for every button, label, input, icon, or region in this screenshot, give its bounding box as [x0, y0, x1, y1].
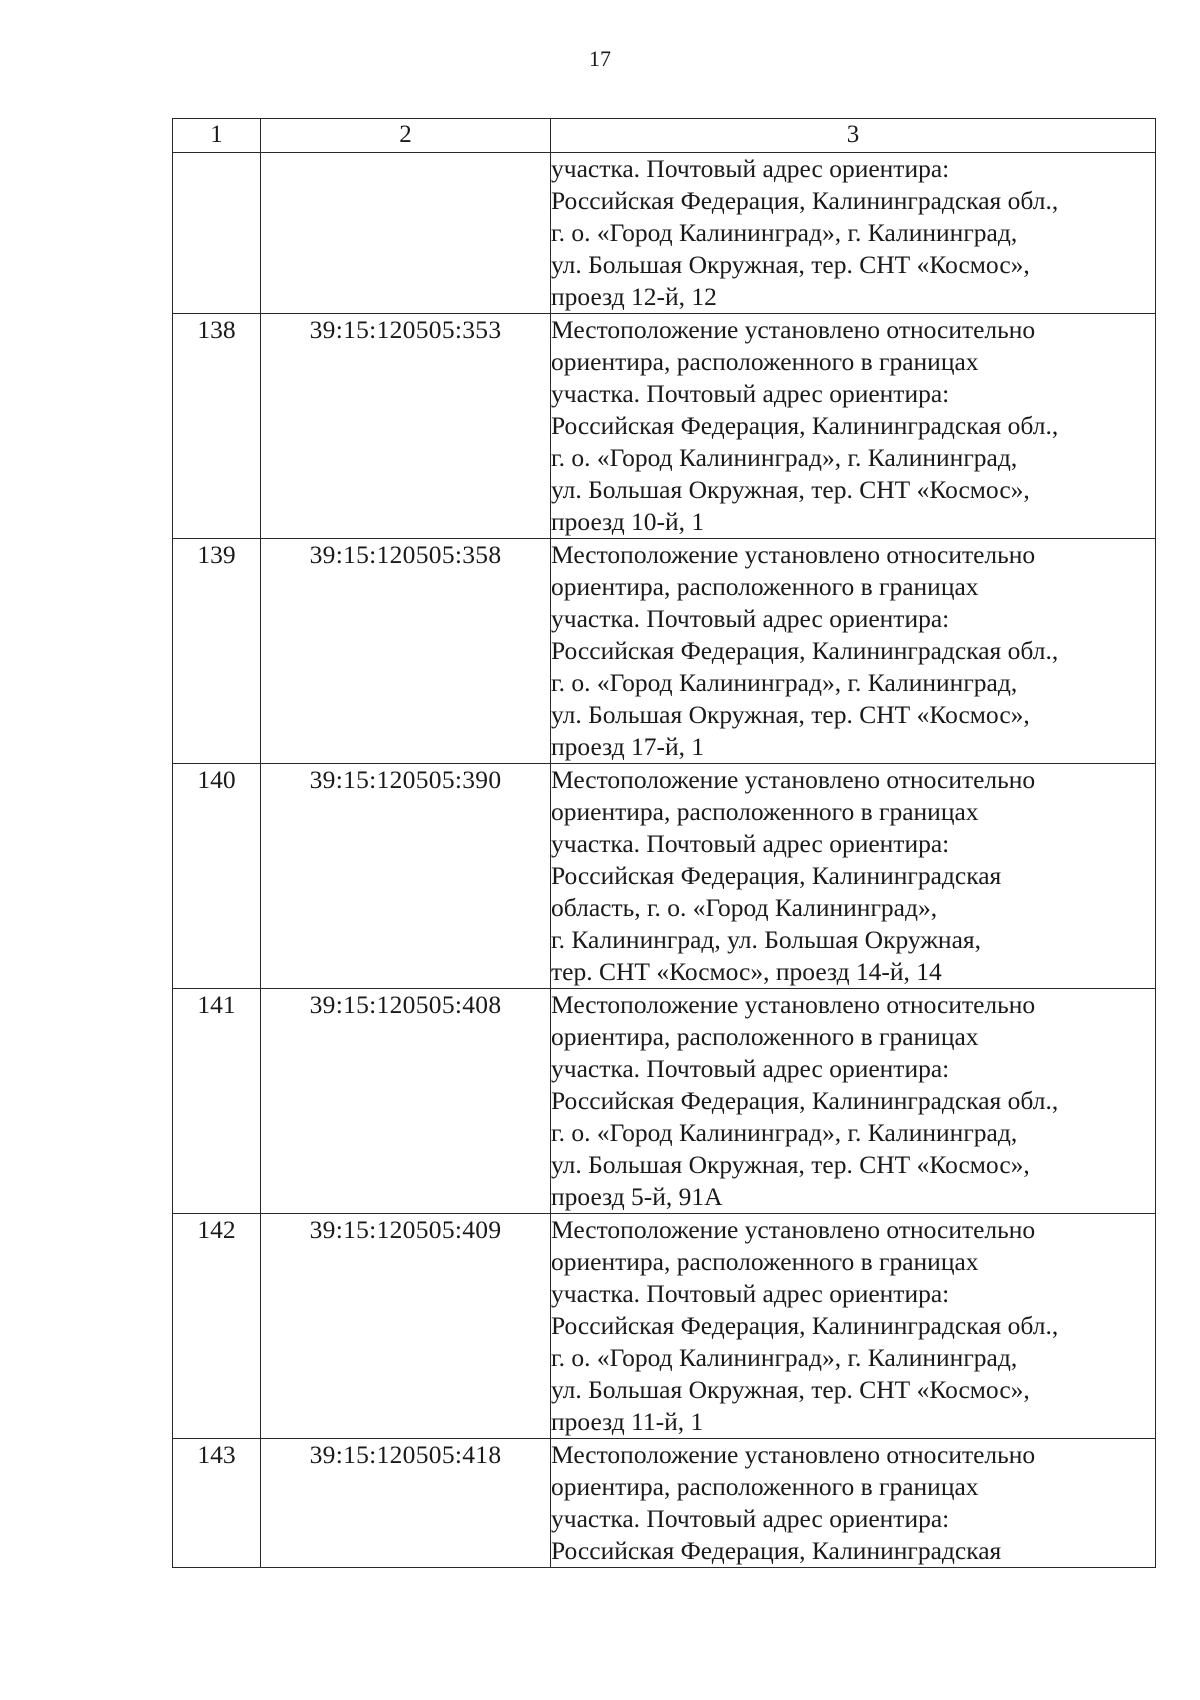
continuation-number-cell: [173, 153, 261, 314]
description-line: участка. Почтовый адрес ориентира:: [551, 154, 950, 183]
table-row: [173, 989, 1156, 1214]
description-line: Российская Федерация, Калининградская обл.,: [551, 1086, 1059, 1115]
cadastral-number-cell: 39:15:120505:409: [261, 1214, 551, 1439]
location-description-cell: [551, 539, 1156, 764]
description-line: участка. Почтовый адрес ориентира:: [551, 1054, 950, 1083]
cadastral-number-cell: 39:15:120505:408: [261, 989, 551, 1214]
description-line: г. Калининград, ул. Большая Окружная,: [551, 925, 982, 954]
description-line: Российская Федерация, Калининградская обл.,: [551, 411, 1059, 440]
description-line: Местоположение установлено относительно: [551, 765, 1036, 794]
row-number-cell: 139: [173, 539, 261, 764]
continuation-description-cell: [551, 153, 1156, 314]
description-line: г. о. «Город Калининград», г. Калининград,: [551, 668, 1018, 697]
header-col-number: 1: [173, 119, 261, 153]
description-line: г. о. «Город Калининград», г. Калининград,: [551, 443, 1018, 472]
description-line: проезд 10-й, 1: [551, 507, 705, 536]
row-number-cell: 138: [173, 314, 261, 539]
table-row: [173, 764, 1156, 989]
cadastral-number-cell: 39:15:120505:418: [261, 1439, 551, 1568]
location-description-cell: [551, 764, 1156, 989]
table-header-row: [173, 119, 1156, 153]
description-line: участка. Почтовый адрес ориентира:: [551, 379, 950, 408]
description-line: участка. Почтовый адрес ориентира:: [551, 829, 950, 858]
description-line: г. о. «Город Калининград», г. Калининград,: [551, 1343, 1018, 1372]
description-line: участка. Почтовый адрес ориентира:: [551, 1504, 950, 1533]
parcel-table: [172, 118, 1156, 1568]
description-line: Местоположение установлено относительно: [551, 540, 1036, 569]
description-line: ул. Большая Окружная, тер. СНТ «Космос»,: [551, 700, 1030, 729]
description-line: Российская Федерация, Калининградская обл.,: [551, 1311, 1059, 1340]
description-line: ул. Большая Окружная, тер. СНТ «Космос»,: [551, 1375, 1030, 1404]
description-line: Российская Федерация, Калининградская обл.,: [551, 186, 1059, 215]
description-line: участка. Почтовый адрес ориентира:: [551, 1279, 950, 1308]
description-line: ориентира, расположенного в границах: [551, 572, 979, 601]
table-row-continuation: [173, 153, 1156, 314]
row-number-cell: 143: [173, 1439, 261, 1568]
description-line: проезд 11-й, 1: [551, 1407, 704, 1436]
location-description-cell: [551, 989, 1156, 1214]
description-line: ул. Большая Окружная, тер. СНТ «Космос»,: [551, 1150, 1030, 1179]
description-line: г. о. «Город Калининград», г. Калининград,: [551, 1118, 1018, 1147]
table-body: [173, 119, 1156, 1568]
location-description-cell: [551, 314, 1156, 539]
description-line: область, г. о. «Город Калининград»,: [551, 893, 938, 922]
description-line: проезд 12-й, 12: [551, 282, 717, 311]
row-number-cell: 141: [173, 989, 261, 1214]
table-row: [173, 539, 1156, 764]
cadastral-number-cell: 39:15:120505:390: [261, 764, 551, 989]
description-line: ул. Большая Окружная, тер. СНТ «Космос»,: [551, 250, 1030, 279]
description-line: проезд 17-й, 1: [551, 732, 705, 761]
cadastral-number-cell: 39:15:120505:358: [261, 539, 551, 764]
description-line: Российская Федерация, Калининградская: [551, 1536, 1002, 1565]
description-line: ул. Большая Окружная, тер. СНТ «Космос»,: [551, 475, 1030, 504]
header-col-cadastral: 2: [261, 119, 551, 153]
table-row: [173, 1439, 1156, 1568]
description-line: ориентира, расположенного в границах: [551, 797, 979, 826]
description-line: Местоположение установлено относительно: [551, 990, 1036, 1019]
location-description-cell: [551, 1214, 1156, 1439]
description-line: участка. Почтовый адрес ориентира:: [551, 604, 950, 633]
location-description-cell: [551, 1439, 1156, 1568]
description-line: ориентира, расположенного в границах: [551, 347, 979, 376]
description-line: Местоположение установлено относительно: [551, 1215, 1036, 1244]
table-row: [173, 314, 1156, 539]
description-line: проезд 5-й, 91А: [551, 1182, 723, 1211]
row-number-cell: 142: [173, 1214, 261, 1439]
description-line: Российская Федерация, Калининградская обл.,: [551, 636, 1059, 665]
row-number-cell: 140: [173, 764, 261, 989]
description-line: ориентира, расположенного в границах: [551, 1022, 979, 1051]
header-col-description: 3: [551, 119, 1156, 153]
description-line: ориентира, расположенного в границах: [551, 1472, 979, 1501]
description-line: ориентира, расположенного в границах: [551, 1247, 979, 1276]
continuation-cadastral-cell: [261, 153, 551, 314]
description-line: Местоположение установлено относительно: [551, 315, 1036, 344]
description-line: тер. СНТ «Космос», проезд 14-й, 14: [551, 957, 942, 986]
description-line: Местоположение установлено относительно: [551, 1440, 1036, 1469]
table-row: [173, 1214, 1156, 1439]
description-line: г. о. «Город Калининград», г. Калининград,: [551, 218, 1018, 247]
description-line: Российская Федерация, Калининградская: [551, 861, 1002, 890]
page-number: 17: [589, 46, 611, 71]
cadastral-number-cell: 39:15:120505:353: [261, 314, 551, 539]
